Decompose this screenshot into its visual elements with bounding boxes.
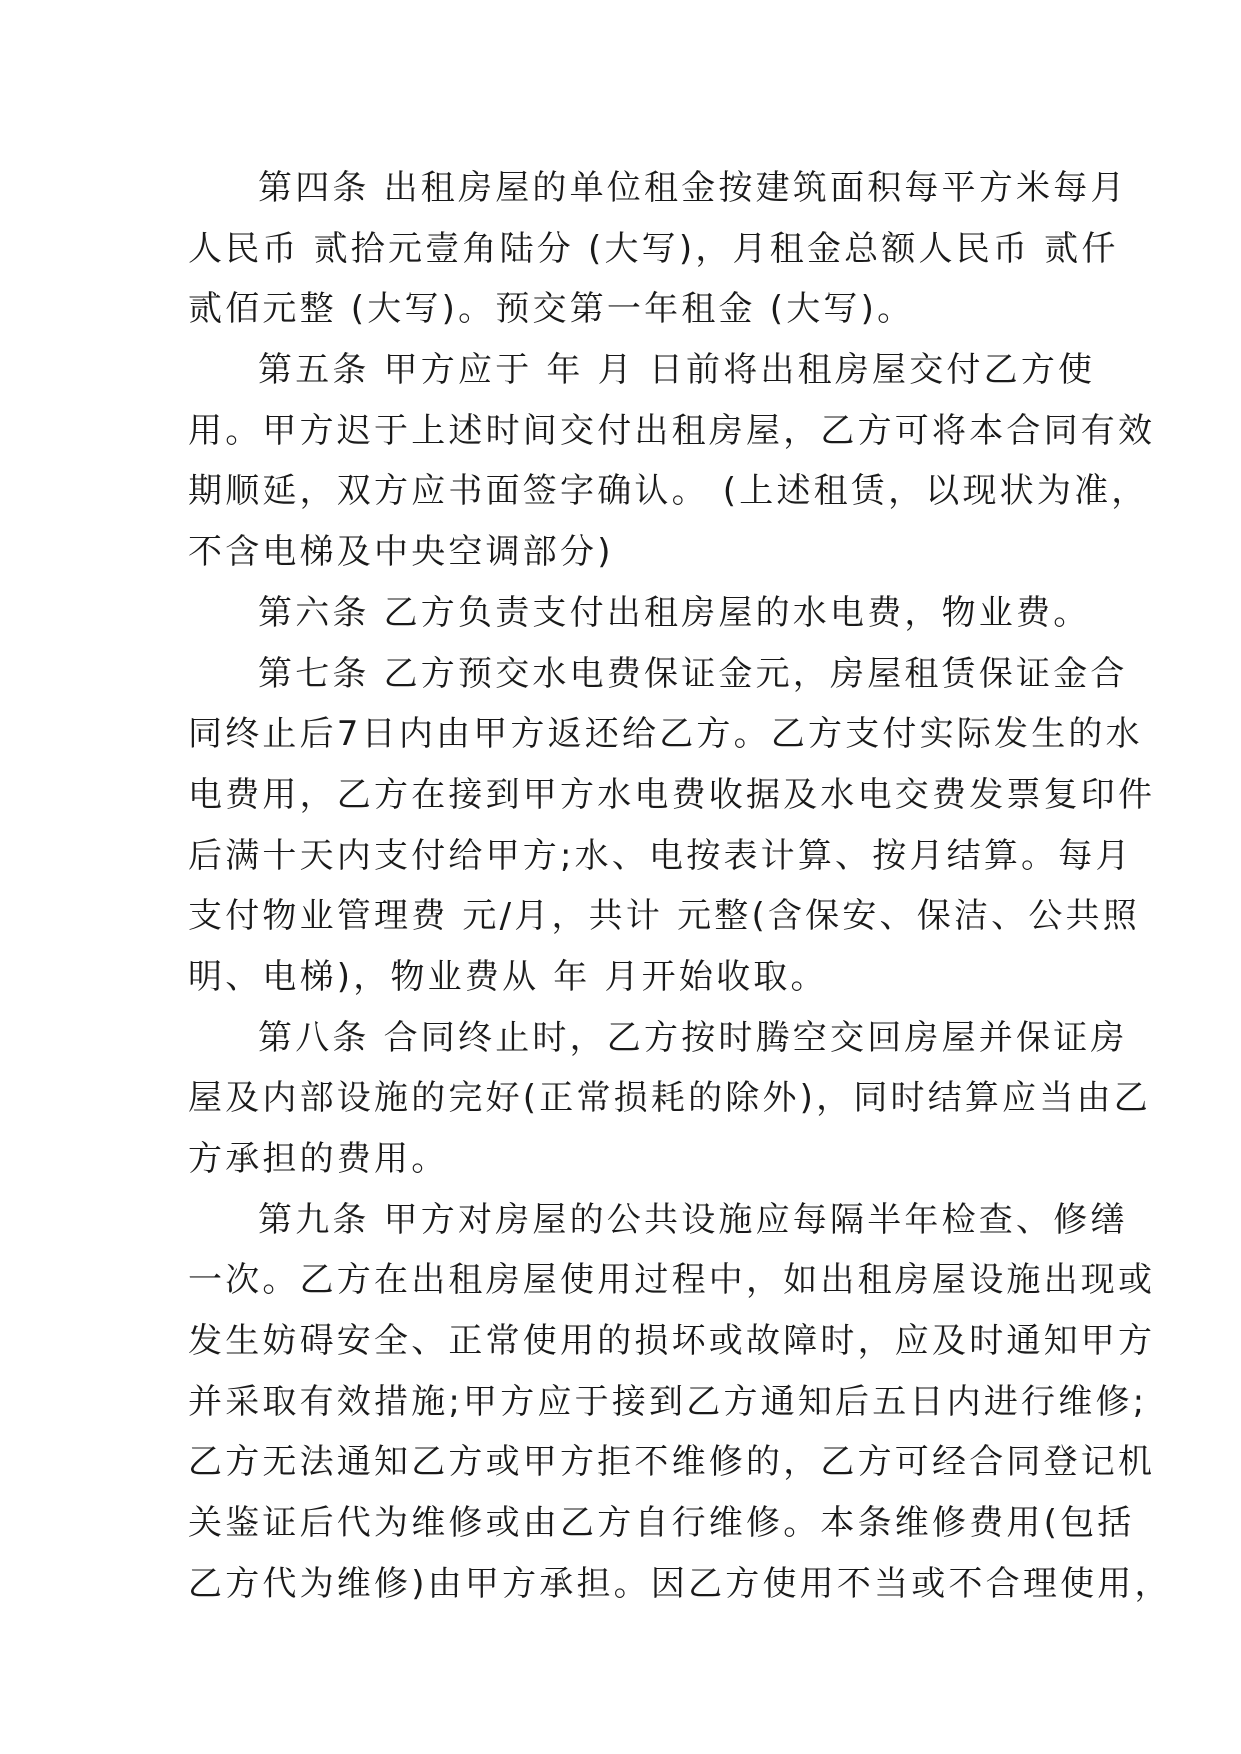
- article-9-line-2: 一次。乙方在出租房屋使用过程中，如出租房屋设施出现或: [188, 1260, 1156, 1301]
- article-6-line-1: 第六条 乙方负责支付出租房屋的水电费，物业费。: [258, 592, 1091, 633]
- article-9-line-3: 发生妨碍安全、正常使用的损坏或故障时，应及时通知甲方: [188, 1321, 1156, 1362]
- article-7-line-2: 同终止后7日内由甲方返还给乙方。乙方支付实际发生的水: [188, 714, 1143, 755]
- article-4-line-3: 贰佰元整 (大写)。预交第一年租金 (大写)。: [188, 289, 915, 330]
- article-7-line-1: 第七条 乙方预交水电费保证金元，房屋租赁保证金合: [258, 653, 1128, 694]
- article-8-line-1: 第八条 合同终止时，乙方按时腾空交回房屋并保证房: [258, 1017, 1128, 1058]
- article-9-line-7: 乙方代为维修)由甲方承担。因乙方使用不当或不合理使用，: [188, 1563, 1172, 1604]
- article-9-line-4: 并采取有效措施;甲方应于接到乙方通知后五日内进行维修;: [188, 1381, 1148, 1422]
- article-7-line-3: 电费用，乙方在接到甲方水电费收据及水电交费发票复印件: [188, 774, 1156, 815]
- article-5-line-2: 用。甲方迟于上述时间交付出租房屋，乙方可将本合同有效: [188, 410, 1156, 451]
- article-9-line-1: 第九条 甲方对房屋的公共设施应每隔半年检查、修缮: [258, 1199, 1128, 1240]
- article-8-line-2: 屋及内部设施的完好(正常损耗的除外)，同时结算应当由乙: [188, 1078, 1151, 1119]
- article-5-line-3: 期顺延，双方应书面签字确认。 (上述租赁，以现状为准，: [188, 471, 1149, 512]
- contract-text: [188, 158, 1172, 1615]
- article-7-line-4: 后满十天内支付给甲方;水、电按表计算、按月结算。每月: [188, 835, 1133, 876]
- article-4-line-2: 人民币 贰拾元壹角陆分 (大写)，月租金总额人民币 贰仟: [188, 228, 1119, 269]
- article-8-line-3: 方承担的费用。: [188, 1139, 449, 1179]
- article-5-line-4: 不含电梯及中央空调部分): [188, 532, 614, 573]
- article-7-line-6: 明、电梯)，物业费从 年 月开始收取。: [188, 956, 828, 997]
- article-9-line-6: 关鉴证后代为维修或由乙方自行维修。本条维修费用(包括: [188, 1503, 1135, 1544]
- article-5-line-1: 第五条 甲方应于 年 月 日前将出租房屋交付乙方使: [258, 350, 1096, 391]
- article-7-line-5: 支付物业管理费 元/月，共计 元整(含保安、保洁、公共照: [188, 896, 1140, 937]
- article-4-line-1: 第四条 出租房屋的单位租金按建筑面积每平方米每月: [258, 168, 1128, 208]
- article-9-line-5: 乙方无法通知乙方或甲方拒不维修的，乙方可经合同登记机: [188, 1442, 1156, 1483]
